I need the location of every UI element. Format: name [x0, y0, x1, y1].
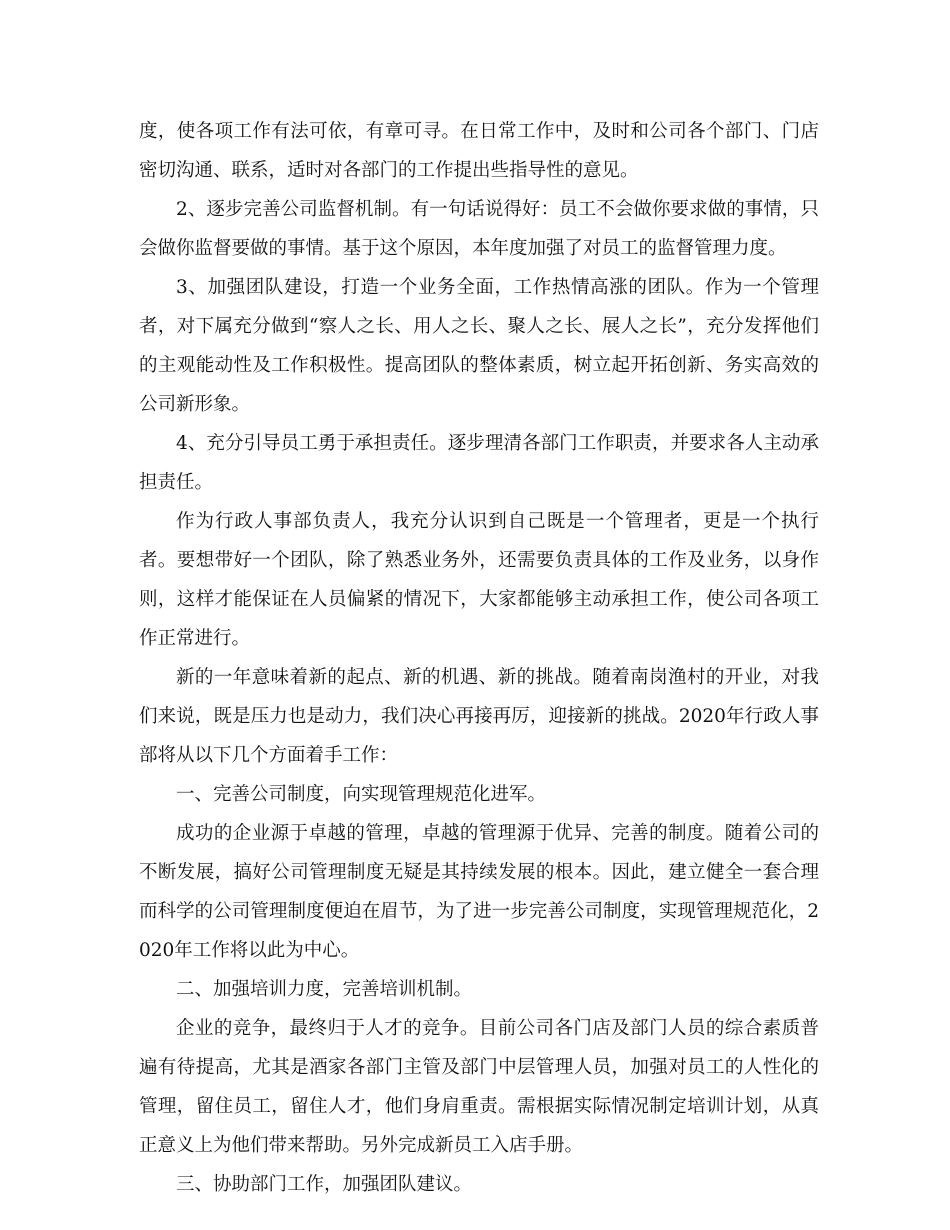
paragraph-item-3: 3、加强团队建设，打造一个业务全面，工作热情高涨的团队。作为一个管理者，对下属充分做到“察人之长、用人之长、聚人之长、展人之长”，充分发挥他们的主观能动性及工作积极性。提高团队的整体素质，树立起开拓创新、务实高效的公司新形象。 [139, 277, 819, 415]
paragraph-training: 企业的竞争，最终归于人才的竞争。目前公司各门店及部门人员的综合素质普遍有待提高，尤其是酒家各部门主管及部门中层管理人员，加强对员工的人性化的管理，留住员工，留住人才，他们身肩重责。需根据实际情况制定培训计划，从真正意义上为他们带来帮助。另外完成新员工入店手册。 [139, 1018, 819, 1156]
paragraph-continuation: 度，使各项工作有法可依，有章可寻。在日常工作中，及时和公司各个部门、门店密切沟通、联系，适时对各部门的工作提出些指导性的意见。 [139, 121, 819, 181]
paragraph-new-year-plan: 新的一年意味着新的起点、新的机遇、新的挑战。随着南岗渔村的开业，对我们来说，既是压力也是动力，我们决心再接再厉，迎接新的挑战。2020年行政人事部将从以下几个方面着手工作： [139, 667, 819, 766]
paragraph-item-4: 4、充分引导员工勇于承担责任。逐步理清各部门工作职责，并要求各人主动承担责任。 [139, 433, 819, 493]
section-heading-1: 一、完善公司制度，向实现管理规范化进军。 [176, 784, 547, 805]
paragraph-management-system: 成功的企业源于卓越的管理，卓越的管理源于优异、完善的制度。随着公司的不断发展，搞好公司管理制度无疑是其持续发展的根本。因此，建立健全一套合理而科学的公司管理制度便迫在眉节，为了进一步完善公司制度，实现管理规范化，2020年工作将以此为中心。 [139, 823, 819, 961]
paragraph-role-reflection: 作为行政人事部负责人，我充分认识到自己既是一个管理者，更是一个执行者。要想带好一个团队，除了熟悉业务外，还需要负责具体的工作及业务，以身作则，这样才能保证在人员偏紧的情况下，大家都能够主动承担工作，使公司各项工作正常进行。 [139, 511, 819, 649]
paragraph-item-2: 2、逐步完善公司监督机制。有一句话说得好：员工不会做你要求做的事情，只会做你监督要做的事情。基于这个原因，本年度加强了对员工的监督管理力度。 [139, 199, 819, 259]
section-heading-2: 二、加强培训力度，完善培训机制。 [176, 979, 473, 1000]
document-body [139, 112, 819, 1204]
section-heading-3: 三、协助部门工作，加强团队建议。 [176, 1174, 473, 1195]
